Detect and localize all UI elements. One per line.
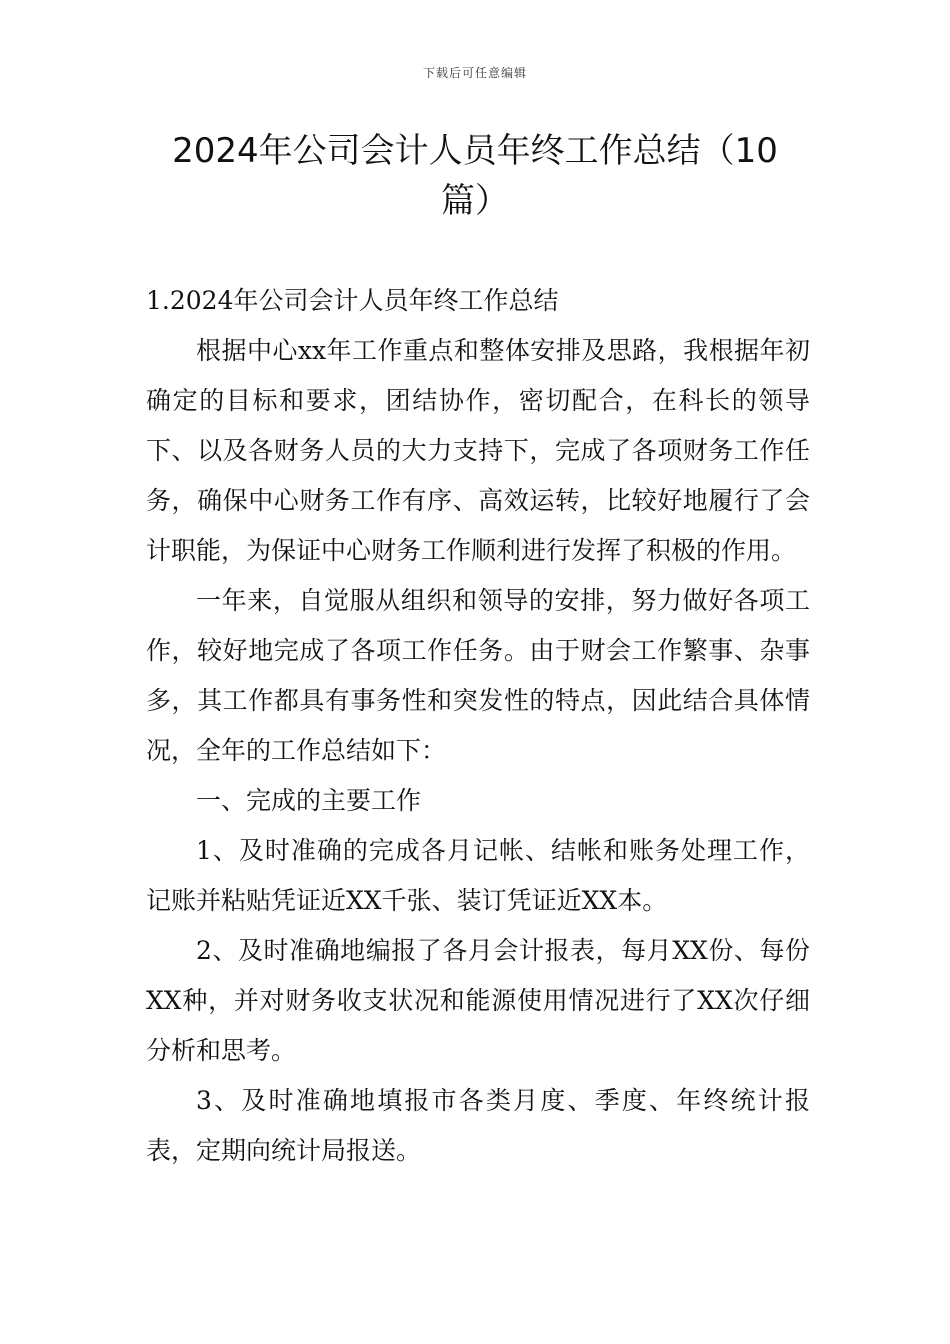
subsection-heading: 一、完成的主要工作 (196, 786, 422, 815)
document-title: 2024年公司会计人员年终工作总结（10篇） (172, 131, 778, 221)
list-item: 1、及时准确的完成各月记帐、结帐和账务处理工作，记账并粘贴凭证近XX千张、装订凭证近XX本。 (146, 836, 810, 915)
list-item: 3、及时准确地填报市各类月度、季度、年终统计报表，定期向统计局报送。 (146, 1086, 810, 1165)
list-item: 2、及时准确地编报了各月会计报表，每月XX份、每份XX种，并对财务收支状况和能源使用情况进行了XX次仔细分析和思考。 (146, 936, 810, 1065)
paragraph: 一年来，自觉服从组织和领导的安排，努力做好各项工作，较好地完成了各项工作任务。由于财会工作繁事、杂事多，其工作都具有事务性和突发性的特点，因此结合具体情况，全年的工作总结如下： (146, 586, 810, 765)
document-body (146, 276, 810, 1176)
section-heading: 1.2024年公司会计人员年终工作总结 (146, 286, 559, 315)
paragraph: 根据中心xx年工作重点和整体安排及思路，我根据年初确定的目标和要求，团结协作，密切配合，在科长的领导下、以及各财务人员的大力支持下，完成了各项财务工作任务，确保中心财务工作有序、高效运转，比较好地履行了会计职能，为保证中心财务工作顺利进行发挥了积极的作用。 (146, 336, 810, 565)
header-note: 下载后可任意编辑 (422, 66, 527, 80)
